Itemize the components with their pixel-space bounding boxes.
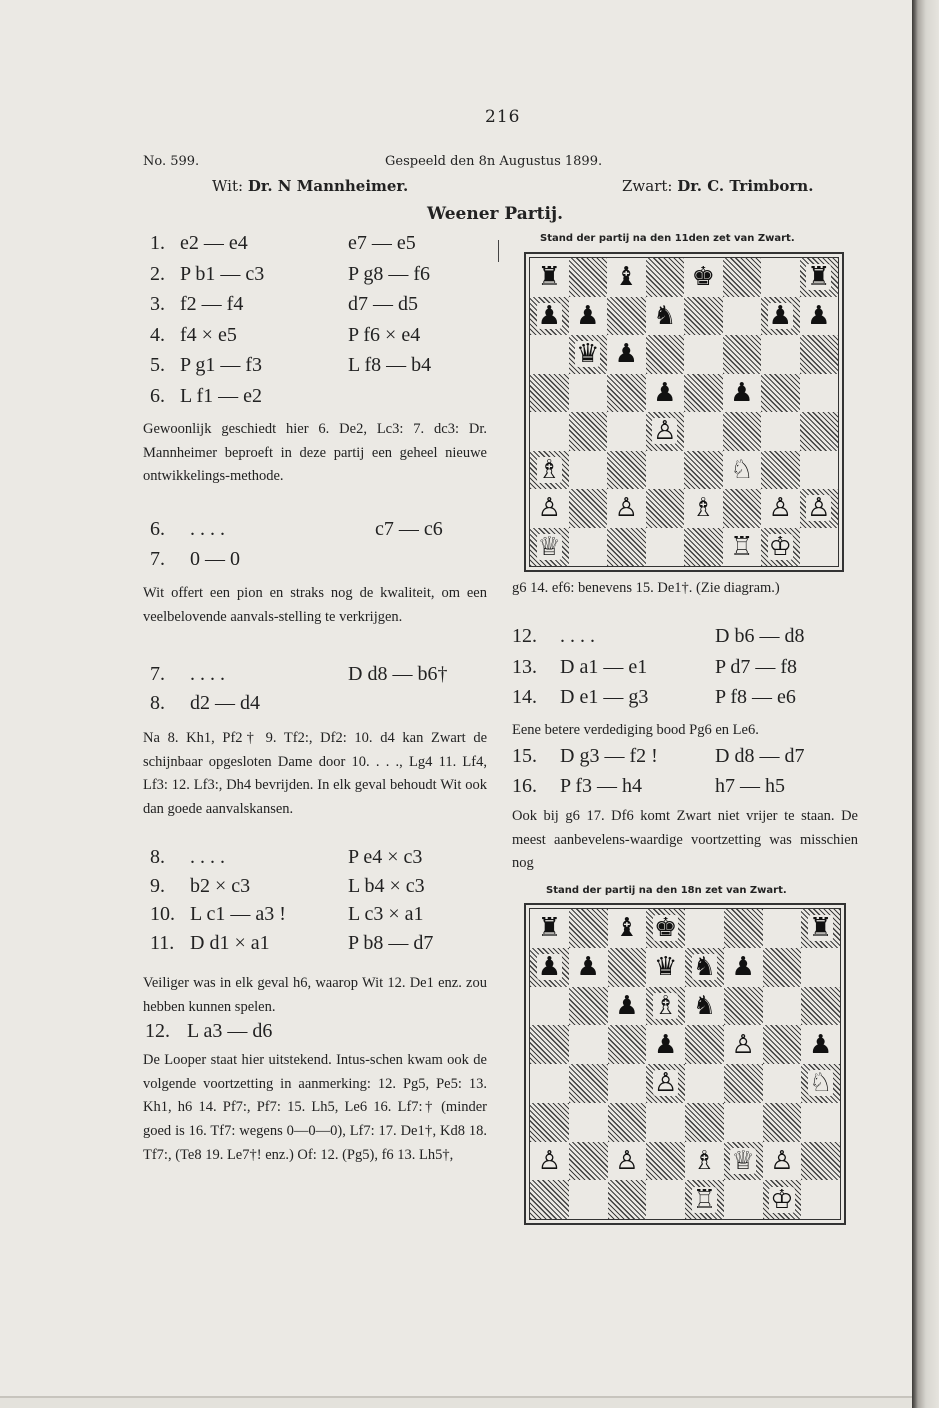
white-move: . . . . [560, 625, 595, 647]
board-square [684, 489, 723, 528]
black-move: D d8 — b6† [348, 663, 448, 685]
board-square [608, 987, 647, 1026]
board-square [569, 412, 608, 451]
board-square [763, 987, 802, 1026]
white-queen-icon: ♕ [537, 531, 561, 562]
black-rook-icon: ♜ [807, 262, 831, 293]
white-move: . . . . [190, 518, 225, 540]
white-move: b2 × c3 [190, 874, 251, 897]
board-square [569, 1025, 608, 1064]
white-move: 0 — 0 [190, 548, 240, 570]
board-square [569, 1142, 608, 1181]
white-pawn-icon: ♙ [537, 1145, 562, 1176]
board-square [800, 451, 839, 490]
board-square [685, 1025, 724, 1064]
black-knight-icon: ♞ [692, 952, 717, 983]
board-square [530, 374, 569, 413]
black-knight-icon: ♞ [653, 300, 677, 331]
board-square [684, 297, 723, 336]
white-bishop-icon: ♗ [653, 990, 678, 1021]
board-square [608, 909, 647, 948]
board-square [608, 1180, 647, 1219]
board-square [646, 1103, 685, 1142]
white-move: f2 — f4 [180, 293, 244, 315]
board-square [607, 258, 646, 297]
move-number: 7. [150, 663, 165, 685]
move-number: 4. [150, 323, 165, 346]
move-number: 6. [150, 384, 165, 407]
move-number: 6. [150, 518, 165, 540]
move-number: 5. [150, 354, 165, 376]
black-move: L f8 — b4 [348, 354, 432, 376]
board-square [800, 335, 839, 374]
board-square [724, 1064, 763, 1103]
black-player [622, 177, 813, 195]
move-number: 8. [150, 846, 165, 868]
board-square [607, 297, 646, 336]
board-square [801, 1142, 840, 1181]
board-square [724, 1025, 763, 1064]
board-square [569, 489, 608, 528]
white-bishop-icon: ♗ [691, 493, 715, 524]
chess-board [529, 257, 839, 567]
board-square [607, 412, 646, 451]
board-square [684, 412, 723, 451]
white-knight-icon: ♘ [730, 454, 754, 485]
black-bishop-icon: ♝ [614, 262, 638, 293]
black-pawn-icon: ♟ [807, 300, 831, 331]
board-square [607, 335, 646, 374]
white-pawn-icon: ♙ [731, 1029, 755, 1060]
page-edge [912, 0, 939, 1408]
board-square [607, 489, 646, 528]
board-square [763, 1064, 802, 1103]
white-move: D e1 — g3 [560, 686, 649, 708]
board-square [646, 528, 685, 567]
board-square [569, 1180, 608, 1219]
board-square [646, 297, 685, 336]
board-square [569, 909, 608, 948]
white-move: D d1 × a1 [190, 931, 270, 954]
black-rook-icon: ♜ [808, 913, 833, 944]
move-number: 14. [512, 686, 537, 708]
board-square [608, 1064, 647, 1103]
board-square [608, 1142, 647, 1181]
board-square [646, 1180, 685, 1219]
board-square [763, 948, 802, 987]
white-pawn-icon: ♙ [807, 493, 831, 524]
black-move: h7 — h5 [715, 774, 785, 797]
board-square [646, 909, 685, 948]
board-square [763, 1142, 802, 1181]
white-player [212, 177, 408, 195]
board-square [530, 489, 569, 528]
board-square [723, 258, 762, 297]
board-square [801, 1180, 840, 1219]
white-queen-icon: ♕ [731, 1145, 755, 1176]
black-king-icon: ♚ [653, 913, 678, 944]
white-move: D a1 — e1 [560, 655, 648, 678]
board-square [608, 1103, 647, 1142]
annotation: Na 8. Kh1, Pf2† 9. Tf2:, Df2: 10. d4 kan Zwart de schijnbaar opgesloten Dame door 10. . . ., Lg4 11. Lf4, Lf3: 12. Lf3:, Dh4 bevrijden. In elk geval behoudt Wit ook dan goede aanvalskansen. [143, 730, 487, 818]
board-square [761, 412, 800, 451]
black-label: Zwart: [622, 177, 673, 195]
black-queen-icon: ♛ [653, 952, 678, 983]
board-square [724, 1103, 763, 1142]
black-move: D b6 — d8 [715, 625, 805, 647]
move-number: 13. [512, 655, 537, 678]
board-square [530, 528, 569, 567]
white-bishop-icon: ♗ [537, 454, 561, 485]
board-square [646, 489, 685, 528]
board-square [761, 258, 800, 297]
board-square [569, 297, 608, 336]
black-bishop-icon: ♝ [615, 913, 639, 944]
board-square [608, 1025, 647, 1064]
board-square [761, 528, 800, 567]
board-square [569, 374, 608, 413]
board-square [723, 451, 762, 490]
annotation: Ook bij g6 17. Df6 komt Zwart niet vrijer te staan. De meest aanbevelens-waardige voortzetting was misschien nog [512, 808, 858, 872]
board-square [685, 1103, 724, 1142]
annotation: Veiliger was in elk geval h6, waarop Wit 12. De1 enz. zou hebben kunnen spelen. [143, 975, 487, 1015]
black-king-icon: ♚ [691, 262, 715, 293]
move-number: 15. [512, 745, 537, 767]
black-knight-icon: ♞ [692, 990, 717, 1021]
board-square [685, 987, 724, 1026]
black-pawn-icon: ♟ [653, 377, 677, 408]
black-rook-icon: ♜ [537, 913, 562, 944]
board-square [646, 1025, 685, 1064]
black-move: L b4 × c3 [348, 874, 425, 897]
board-square [646, 258, 685, 297]
board-square [723, 335, 762, 374]
white-bishop-icon: ♗ [692, 1145, 717, 1176]
black-queen-icon: ♛ [576, 339, 600, 370]
white-king-icon: ♔ [770, 1184, 794, 1215]
board-square [724, 1180, 763, 1219]
board-square [530, 412, 569, 451]
annotation: Gewoonlijk geschiedt hier 6. De2, Lc3: 7. dc3: Dr. Mannheimer beproeft in deze partij een geheel nieuwe ontwikkelings-methode. [143, 421, 487, 485]
black-move: d7 — d5 [348, 293, 418, 315]
white-pawn-icon: ♙ [614, 493, 638, 524]
board-square [685, 1180, 724, 1219]
board-square [800, 489, 839, 528]
board-square [608, 948, 647, 987]
diagram-caption: Stand der partij na den 11den zet van Zwart. [540, 233, 795, 244]
board-square [724, 987, 763, 1026]
board-square [724, 1142, 763, 1181]
board-square [801, 1064, 840, 1103]
chess-board [529, 908, 841, 1220]
board-square [723, 412, 762, 451]
board-square [801, 909, 840, 948]
black-pawn-icon: ♟ [537, 300, 561, 331]
black-name: Dr. C. Trimborn. [677, 177, 814, 195]
black-move: e7 — e5 [348, 232, 416, 254]
move-number: 2. [150, 262, 165, 285]
board-square [646, 451, 685, 490]
board-square [530, 1180, 569, 1219]
game-number: No. 599. [143, 154, 200, 169]
board-square [800, 258, 839, 297]
board-square [801, 948, 840, 987]
black-move: P b8 — d7 [348, 931, 434, 954]
board-square [684, 335, 723, 374]
column-divider [498, 240, 499, 262]
board-square [530, 258, 569, 297]
board-square [801, 1025, 840, 1064]
board-square [646, 1142, 685, 1181]
board-square [684, 374, 723, 413]
white-move: . . . . [190, 663, 225, 685]
board-square [763, 1180, 802, 1219]
black-pawn-icon: ♟ [576, 952, 600, 983]
white-move: P b1 — c3 [180, 262, 265, 285]
move-number: 3. [150, 293, 165, 315]
white-move: f4 × e5 [180, 323, 237, 346]
white-move: e2 — e4 [180, 232, 248, 254]
board-square [684, 258, 723, 297]
board-square [724, 948, 763, 987]
board-square [530, 1064, 569, 1103]
board-square [530, 335, 569, 374]
black-move: P g8 — f6 [348, 262, 431, 285]
board-square [569, 528, 608, 567]
annotation: Eene betere verdediging bood Pg6 en Le6. [512, 722, 759, 738]
board-square [761, 297, 800, 336]
black-pawn-icon: ♟ [730, 377, 754, 408]
board-square [530, 948, 569, 987]
move-number: 9. [150, 874, 165, 897]
move-number: 10. [150, 903, 175, 925]
black-pawn-icon: ♟ [731, 952, 755, 983]
white-move: . . . . [190, 846, 225, 868]
black-move: D d8 — d7 [715, 745, 805, 767]
page-number: 216 [485, 107, 521, 127]
white-name: Dr. N Mannheimer. [247, 177, 409, 195]
board-square [569, 948, 608, 987]
board-square [763, 1103, 802, 1142]
move-number: 1. [150, 232, 165, 254]
white-move: P f3 — h4 [560, 774, 643, 797]
black-pawn-icon: ♟ [768, 300, 792, 331]
black-pawn-icon: ♟ [537, 952, 562, 983]
board-square [646, 1064, 685, 1103]
annotation: Wit offert een pion en straks nog de kwaliteit, om een veelbelovende aanvals-stelling te verkrijgen. [143, 585, 487, 625]
board-square [646, 948, 685, 987]
move-number: 16. [512, 774, 537, 797]
board-square [800, 412, 839, 451]
board-square [569, 987, 608, 1026]
board-square [569, 1103, 608, 1142]
board-square [723, 374, 762, 413]
board-square [763, 909, 802, 948]
board-square [800, 374, 839, 413]
white-rook-icon: ♖ [730, 531, 754, 562]
board-square [646, 987, 685, 1026]
board-square [569, 1064, 608, 1103]
white-knight-icon: ♘ [808, 1068, 833, 1099]
board-square [530, 297, 569, 336]
black-pawn-icon: ♟ [614, 339, 638, 370]
board-square [723, 528, 762, 567]
white-move: L a3 — d6 [187, 1020, 273, 1042]
board-square [607, 374, 646, 413]
diagram-caption: Stand der partij na den 18n zet van Zwart. [546, 885, 787, 896]
board-square [763, 1025, 802, 1064]
annotation: g6 14. ef6: benevens 15. De1†. (Zie diagram.) [512, 580, 780, 596]
board-square [530, 1142, 569, 1181]
move-number: 12. [145, 1020, 170, 1042]
board-square [607, 528, 646, 567]
board-square [646, 374, 685, 413]
black-pawn-icon: ♟ [615, 990, 639, 1021]
board-square [684, 451, 723, 490]
white-pawn-icon: ♙ [537, 493, 561, 524]
chess-diagram [524, 903, 846, 1225]
white-move: D g3 — f2 ! [560, 745, 658, 767]
board-square [569, 258, 608, 297]
board-square [530, 1025, 569, 1064]
white-pawn-icon: ♙ [770, 1145, 794, 1176]
board-square [530, 1103, 569, 1142]
black-move: P e4 × c3 [348, 846, 423, 868]
move-number: 11. [150, 931, 175, 954]
board-square [684, 528, 723, 567]
white-move: L c1 — a3 ! [190, 903, 286, 925]
black-move: c7 — c6 [375, 518, 443, 540]
board-square [723, 297, 762, 336]
board-square [530, 451, 569, 490]
black-pawn-icon: ♟ [653, 1029, 678, 1060]
opening-title: Weener Partij. [427, 204, 564, 224]
black-move: P f8 — e6 [715, 686, 796, 708]
black-move: L c3 × a1 [348, 903, 424, 925]
board-square [761, 374, 800, 413]
white-pawn-icon: ♙ [615, 1145, 639, 1176]
white-move: d2 — d4 [190, 692, 260, 714]
played-date: Gespeeld den 8n Augustus 1899. [385, 154, 603, 169]
board-square [723, 489, 762, 528]
white-king-icon: ♔ [768, 531, 792, 562]
board-square [685, 1142, 724, 1181]
board-square [761, 451, 800, 490]
board-square [685, 948, 724, 987]
white-pawn-icon: ♙ [768, 493, 792, 524]
black-move: P d7 — f8 [715, 655, 798, 678]
board-square [607, 451, 646, 490]
board-square [724, 909, 763, 948]
black-move: P f6 × e4 [348, 323, 421, 346]
board-square [646, 335, 685, 374]
board-square [800, 297, 839, 336]
annotation: De Looper staat hier uitstekend. Intus-schen kwam ook de volgende voortzetting in aanmerking: 12. Pg5, Pe5: 13. Kh1, h6 14. Pf7:, Pf7: 15. Lh5, Le6 16. Lf7:† (minder goed is 16. Tf7: wegens 0—0—0), Lf7: 17. De1†, Kd8 18. Tf7:, (Te8 19. Le7†! enz.) Of: 12. (Pg5), f6 13. Lh5†, [143, 1052, 487, 1163]
board-square [761, 335, 800, 374]
move-number: 12. [512, 625, 537, 647]
board-square [569, 335, 608, 374]
black-rook-icon: ♜ [537, 262, 561, 293]
white-rook-icon: ♖ [692, 1184, 717, 1215]
board-square [646, 412, 685, 451]
board-square [530, 909, 569, 948]
white-label: Wit: [212, 177, 244, 195]
board-square [685, 1064, 724, 1103]
board-square [801, 1103, 840, 1142]
black-pawn-icon: ♟ [576, 300, 600, 331]
black-pawn-icon: ♟ [808, 1029, 833, 1060]
board-square [685, 909, 724, 948]
white-pawn-icon: ♙ [653, 1068, 678, 1099]
white-pawn-icon: ♙ [653, 416, 677, 447]
board-square [761, 489, 800, 528]
white-move: L f1 — e2 [180, 384, 263, 407]
board-square [800, 528, 839, 567]
board-square [569, 451, 608, 490]
white-move: P g1 — f3 [180, 354, 263, 376]
chess-diagram [524, 252, 844, 572]
board-square [530, 987, 569, 1026]
board-square [801, 987, 840, 1026]
move-number: 8. [150, 692, 165, 714]
move-number: 7. [150, 548, 165, 570]
